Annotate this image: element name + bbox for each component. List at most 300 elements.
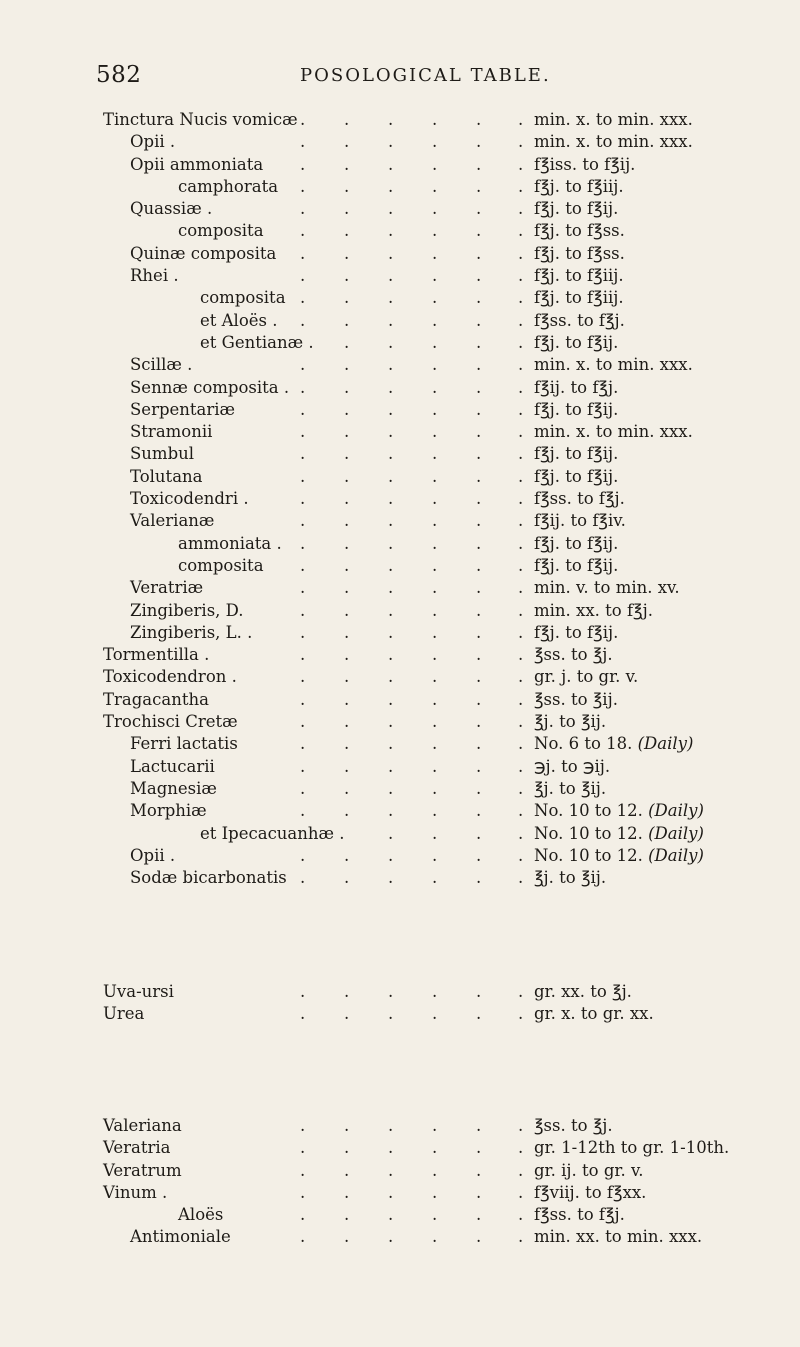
leader-dot: .	[300, 712, 306, 732]
table-row	[0, 666, 800, 688]
leader-dot: .	[518, 823, 524, 843]
table-row	[0, 756, 800, 778]
leader-dot: .	[344, 466, 350, 486]
dose-value	[534, 823, 704, 845]
drug-name: et Aloës .	[200, 310, 278, 330]
leader-dot: .	[432, 982, 438, 1001]
leader-dot: .	[300, 355, 306, 375]
leader-dot: .	[518, 533, 524, 553]
dose-range: f℥j. to f℥ij.	[534, 399, 619, 419]
leader-dot: .	[388, 332, 394, 352]
leader-dot: .	[476, 1138, 482, 1158]
leader-dot: .	[300, 199, 306, 219]
leader-dot: .	[300, 377, 306, 397]
leader-dot: .	[344, 712, 350, 732]
leader-dot: .	[476, 1182, 482, 1202]
dose-value	[534, 332, 618, 354]
leader-dot: .	[476, 332, 482, 352]
table-row	[0, 354, 800, 376]
leader-dot: .	[344, 689, 350, 709]
drug-name: Opii .	[130, 132, 176, 152]
drug-name: et Ipecacuanhæ .	[200, 823, 345, 843]
leader-dot: .	[300, 555, 306, 575]
leader-dot: .	[344, 377, 350, 397]
leader-dot: .	[388, 1116, 394, 1135]
leader-dot: .	[518, 868, 524, 888]
leader-dot: .	[432, 533, 438, 553]
leader-dot: .	[432, 689, 438, 709]
leader-dot: .	[344, 578, 350, 598]
leader-dot: .	[300, 154, 306, 174]
leader-dot: .	[344, 1227, 350, 1247]
leader-dot: .	[388, 176, 394, 196]
leader-dot: .	[518, 600, 524, 620]
leader-dot: .	[476, 355, 482, 375]
table-row	[0, 287, 800, 309]
dose-range: f℥j. to f℥iij.	[534, 176, 624, 196]
leader-dot: .	[388, 645, 394, 665]
table-row	[0, 198, 800, 220]
leader-dot: .	[476, 489, 482, 509]
drug-name: Urea	[103, 1004, 145, 1024]
leader-dot: .	[300, 243, 306, 263]
leader-dot: .	[476, 1227, 482, 1247]
leader-dot: .	[432, 712, 438, 732]
leader-dot: .	[300, 600, 306, 620]
leader-dot: .	[344, 778, 350, 798]
leader-dot: .	[432, 132, 438, 152]
leader-dot: .	[518, 422, 524, 442]
table-row	[0, 176, 800, 198]
leader-dot: .	[344, 110, 350, 129]
dose-value	[534, 981, 632, 1003]
leader-dot: .	[344, 1004, 350, 1024]
table-row	[0, 1115, 800, 1137]
leader-dot: .	[432, 422, 438, 442]
leader-dot: .	[432, 600, 438, 620]
dose-range: gr. xx. to ℥j.	[534, 982, 632, 1001]
dose-value	[534, 176, 624, 198]
leader-dot: .	[432, 1182, 438, 1202]
leader-dot: .	[518, 645, 524, 665]
drug-name: camphorata	[178, 176, 279, 196]
leader-dot: .	[344, 845, 350, 865]
leader-dot: .	[300, 645, 306, 665]
leader-dot: .	[344, 489, 350, 509]
leader-dot: .	[476, 444, 482, 464]
leader-dot: .	[300, 801, 306, 821]
leader-dot: .	[476, 176, 482, 196]
leader-dot: .	[388, 1227, 394, 1247]
dose-value	[534, 1204, 625, 1226]
dose-range: f℥j. to f℥ij.	[534, 533, 619, 553]
dose-range: No. 6 to 18.	[534, 734, 633, 754]
leader-dot: .	[300, 132, 306, 152]
table-row	[0, 533, 800, 555]
drug-name: Veratria	[103, 1138, 171, 1158]
leader-dot: .	[344, 511, 350, 531]
running-title: POSOLOGICAL TABLE.	[300, 65, 551, 86]
dose-value	[534, 1115, 613, 1137]
leader-dot: .	[476, 868, 482, 888]
drug-name: Magnesiæ	[130, 778, 217, 798]
leader-dot: .	[300, 1138, 306, 1158]
leader-dot: .	[300, 1116, 306, 1135]
table-row	[0, 867, 800, 889]
leader-dot: .	[518, 734, 524, 754]
leader-dot: .	[518, 778, 524, 798]
dose-range: ℥j. to ℥ij.	[534, 712, 607, 732]
leader-dot: .	[300, 489, 306, 509]
drug-name: Zingiberis, D.	[130, 600, 244, 620]
leader-dot: .	[388, 132, 394, 152]
leader-dot: .	[300, 221, 306, 241]
leader-dot: .	[344, 310, 350, 330]
drug-name: Vinum .	[103, 1182, 168, 1202]
drug-name: Valeriana	[103, 1116, 182, 1135]
leader-dot: .	[388, 288, 394, 308]
leader-dot: .	[518, 288, 524, 308]
leader-dot: .	[300, 288, 306, 308]
leader-dot: .	[476, 1116, 482, 1135]
dose-value	[534, 131, 693, 153]
drug-name: et Gentianæ .	[200, 332, 314, 352]
table-row	[0, 1182, 800, 1204]
leader-dot: .	[476, 689, 482, 709]
table-row	[0, 1160, 800, 1182]
dose-value	[534, 265, 624, 287]
table-row	[0, 823, 800, 845]
leader-dot: .	[388, 667, 394, 687]
leader-dot: .	[388, 310, 394, 330]
dose-range: f℥j. to f℥ij.	[534, 332, 619, 352]
page-number: 582	[96, 62, 142, 88]
leader-dot: .	[388, 355, 394, 375]
dose-range: f℥j. to f℥ij.	[534, 555, 619, 575]
leader-dot: .	[432, 466, 438, 486]
leader-dot: .	[344, 355, 350, 375]
leader-dot: .	[518, 1138, 524, 1158]
table-row	[0, 1137, 800, 1159]
leader-dot: .	[388, 756, 394, 776]
drug-name: composita	[200, 288, 286, 308]
leader-dot: .	[388, 734, 394, 754]
leader-dot: .	[476, 243, 482, 263]
dose-value	[534, 600, 653, 622]
leader-dot: .	[476, 982, 482, 1001]
table-row	[0, 332, 800, 354]
leader-dot: .	[476, 266, 482, 286]
leader-dot: .	[344, 600, 350, 620]
leader-dot: .	[344, 533, 350, 553]
leader-dot: .	[476, 778, 482, 798]
leader-dot: .	[518, 622, 524, 642]
leader-dot: .	[300, 845, 306, 865]
drug-name: Lactucarii	[130, 756, 215, 776]
leader-dot: .	[518, 221, 524, 241]
leader-dot: .	[476, 1160, 482, 1180]
leader-dot: .	[432, 154, 438, 174]
leader-dot: .	[432, 355, 438, 375]
leader-dot: .	[518, 266, 524, 286]
dose-value	[534, 377, 618, 399]
dose-range: gr. ij. to gr. v.	[534, 1160, 644, 1180]
leader-dot: .	[476, 1205, 482, 1225]
dose-range: ℥j. to ℥ij.	[534, 868, 607, 888]
leader-dot: .	[300, 868, 306, 888]
leader-dot: .	[476, 422, 482, 442]
leader-dot: .	[300, 778, 306, 798]
leader-dot: .	[476, 533, 482, 553]
leader-dot: .	[300, 1182, 306, 1202]
dose-value	[534, 733, 693, 755]
leader-dot: .	[518, 310, 524, 330]
leader-dot: .	[518, 1116, 524, 1135]
leader-dot: .	[344, 132, 350, 152]
dose-range: f℥j. to f℥ij.	[534, 466, 619, 486]
leader-dot: .	[344, 399, 350, 419]
leader-dot: .	[432, 199, 438, 219]
dose-range: f℥ss. to f℥j.	[534, 1205, 625, 1225]
drug-name: Aloës	[178, 1205, 224, 1225]
leader-dot: .	[518, 511, 524, 531]
dose-value	[534, 154, 635, 176]
leader-dot: .	[432, 622, 438, 642]
leader-dot: .	[432, 845, 438, 865]
leader-dot: .	[344, 243, 350, 263]
dose-value	[534, 778, 606, 800]
leader-dot: .	[388, 377, 394, 397]
leader-dot: .	[388, 1205, 394, 1225]
dose-range: gr. 1-12th to gr. 1-10th.	[534, 1138, 730, 1158]
table-row	[0, 778, 800, 800]
table-row	[0, 109, 800, 131]
dose-range: f℥j. to f℥ij.	[534, 199, 619, 219]
dose-range: f℥iss. to f℥ij.	[534, 154, 636, 174]
table-row	[0, 243, 800, 265]
leader-dot: .	[388, 1004, 394, 1024]
leader-dot: .	[300, 466, 306, 486]
leader-dot: .	[300, 667, 306, 687]
leader-dot: .	[300, 756, 306, 776]
dose-range: min. xx. to min. xxx.	[534, 1227, 703, 1247]
drug-name: Uva-ursi	[103, 982, 174, 1001]
dose-range: f℥j. to f℥iij.	[534, 266, 624, 286]
table-row	[0, 310, 800, 332]
leader-dot: .	[518, 1160, 524, 1180]
dose-range: ℈j. to ℈ij.	[534, 756, 611, 776]
leader-dot: .	[476, 555, 482, 575]
leader-dot: .	[518, 243, 524, 263]
leader-dot: .	[476, 377, 482, 397]
leader-dot: .	[476, 667, 482, 687]
dose-range: f℥ij. to f℥iv.	[534, 511, 626, 531]
leader-dot: .	[388, 1182, 394, 1202]
table-row	[0, 510, 800, 532]
dose-value	[534, 756, 610, 778]
leader-dot: .	[344, 176, 350, 196]
leader-dot: .	[518, 199, 524, 219]
leader-dot: .	[300, 1205, 306, 1225]
leader-dot: .	[518, 399, 524, 419]
leader-dot: .	[300, 444, 306, 464]
drug-name: Toxicodendri .	[130, 489, 249, 509]
leader-dot: .	[300, 310, 306, 330]
dose-range: f℥ij. to f℥j.	[534, 377, 619, 397]
leader-dot: .	[388, 511, 394, 531]
leader-dot: .	[518, 466, 524, 486]
table-row	[0, 443, 800, 465]
leader-dot: .	[476, 823, 482, 843]
leader-dot: .	[344, 801, 350, 821]
dose-value	[534, 198, 618, 220]
leader-dot: .	[432, 667, 438, 687]
leader-dot: .	[388, 422, 394, 442]
posology-group-t	[0, 109, 800, 889]
leader-dot: .	[344, 332, 350, 352]
leader-dot: .	[388, 1160, 394, 1180]
dose-range: f℥j. to f℥ij.	[534, 622, 619, 642]
leader-dot: .	[476, 622, 482, 642]
leader-dot: .	[432, 645, 438, 665]
drug-name: Sumbul	[130, 444, 195, 464]
leader-dot: .	[518, 578, 524, 598]
dose-value	[534, 644, 613, 666]
table-row	[0, 689, 800, 711]
table-row	[0, 577, 800, 599]
table-row	[0, 644, 800, 666]
leader-dot: .	[518, 1227, 524, 1247]
drug-name: Opii ammoniata	[130, 154, 264, 174]
dose-value	[534, 1182, 646, 1204]
leader-dot: .	[476, 310, 482, 330]
leader-dot: .	[518, 982, 524, 1001]
table-row	[0, 154, 800, 176]
leader-dot: .	[388, 154, 394, 174]
dose-range: min. v. to min. xv.	[534, 578, 680, 598]
dose-range: f℥viij. to f℥xx.	[534, 1182, 647, 1202]
leader-dot: .	[388, 868, 394, 888]
leader-dot: .	[388, 823, 394, 843]
leader-dot: .	[432, 1138, 438, 1158]
table-row	[0, 399, 800, 421]
dose-range: No. 10 to 12.	[534, 801, 643, 821]
leader-dot: .	[476, 511, 482, 531]
dose-value	[534, 510, 626, 532]
leader-dot: .	[476, 110, 482, 129]
leader-dot: .	[432, 511, 438, 531]
dose-range: f℥j. to f℥ij.	[534, 444, 619, 464]
leader-dot: .	[344, 1160, 350, 1180]
table-row	[0, 600, 800, 622]
dose-value	[534, 845, 704, 867]
dose-range: f℥j. to f℥ss.	[534, 221, 625, 241]
leader-dot: .	[344, 555, 350, 575]
leader-dot: .	[388, 555, 394, 575]
leader-dot: .	[300, 110, 306, 129]
drug-name: Scillæ .	[130, 355, 193, 375]
leader-dot: .	[432, 868, 438, 888]
leader-dot: .	[518, 1004, 524, 1024]
dose-value	[534, 109, 693, 131]
leader-dot: .	[344, 1205, 350, 1225]
leader-dot: .	[432, 734, 438, 754]
leader-dot: .	[518, 154, 524, 174]
table-row	[0, 733, 800, 755]
leader-dot: .	[432, 110, 438, 129]
leader-dot: .	[518, 377, 524, 397]
leader-dot: .	[432, 1205, 438, 1225]
leader-dot: .	[518, 1205, 524, 1225]
dose-value	[534, 421, 693, 443]
leader-dot: .	[300, 578, 306, 598]
leader-dot: .	[432, 176, 438, 196]
posology-group-u	[0, 981, 800, 1026]
leader-dot: .	[518, 355, 524, 375]
leader-dot: .	[518, 110, 524, 129]
dose-range: gr. x. to gr. xx.	[534, 1004, 654, 1024]
dose-range: f℥ss. to f℥j.	[534, 310, 625, 330]
leader-dot: .	[300, 176, 306, 196]
leader-dot: .	[344, 868, 350, 888]
dose-value	[534, 800, 704, 822]
dose-range: No. 10 to 12.	[534, 823, 643, 843]
leader-dot: .	[344, 756, 350, 776]
leader-dot: .	[476, 734, 482, 754]
leader-dot: .	[300, 1160, 306, 1180]
dose-value	[534, 622, 618, 644]
leader-dot: .	[432, 1160, 438, 1180]
dose-range: f℥j. to f℥iij.	[534, 288, 624, 308]
leader-dot: .	[518, 1182, 524, 1202]
dose-value	[534, 1226, 702, 1248]
leader-dot: .	[344, 734, 350, 754]
drug-name: Sennæ composita .	[130, 377, 290, 397]
dose-value	[534, 466, 618, 488]
drug-name: Quinæ composita	[130, 243, 277, 263]
dose-range: ℥ss. to ℥ij.	[534, 689, 618, 709]
leader-dot: .	[300, 399, 306, 419]
leader-dot: .	[388, 199, 394, 219]
dose-value	[534, 488, 625, 510]
table-row	[0, 466, 800, 488]
leader-dot: .	[388, 221, 394, 241]
table-row	[0, 131, 800, 153]
dose-range: ℥ss. to ℥j.	[534, 1116, 613, 1135]
table-row	[0, 377, 800, 399]
drug-name: Tormentilla .	[103, 645, 210, 665]
leader-dot: .	[518, 555, 524, 575]
drug-name: Opii .	[130, 845, 176, 865]
drug-name: Sodæ bicarbonatis	[130, 868, 287, 888]
leader-dot: .	[518, 756, 524, 776]
leader-dot: .	[476, 154, 482, 174]
leader-dot: .	[432, 377, 438, 397]
leader-dot: .	[518, 444, 524, 464]
leader-dot: .	[432, 778, 438, 798]
table-row	[0, 555, 800, 577]
drug-name: Tinctura Nucis vomicæ	[103, 110, 298, 129]
dose-value	[534, 243, 625, 265]
leader-dot: .	[476, 600, 482, 620]
leader-dot: .	[388, 110, 394, 129]
dose-value	[534, 310, 625, 332]
leader-dot: .	[432, 801, 438, 821]
dose-range: min. x. to min. xxx.	[534, 132, 693, 152]
leader-dot: .	[388, 243, 394, 263]
leader-dot: .	[518, 689, 524, 709]
leader-dot: .	[300, 266, 306, 286]
